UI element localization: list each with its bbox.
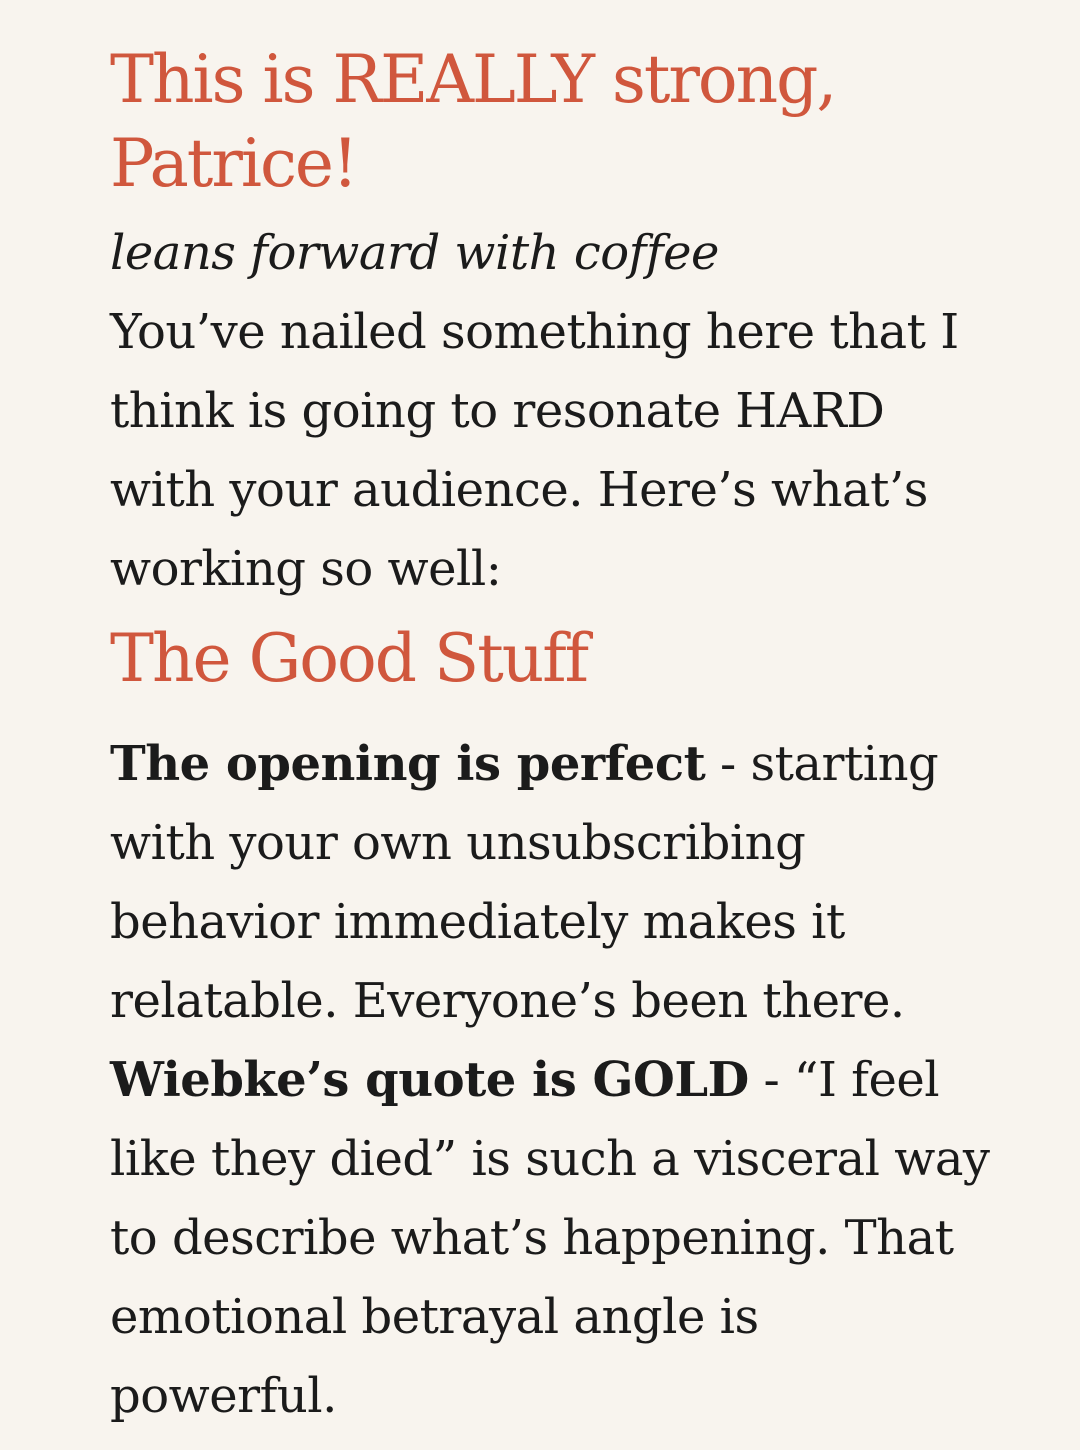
point-text: - starting with your own unsubscribing behavior immediately makes it relatable. Everyone’s been there. [110, 736, 939, 1029]
section-heading: The Good Stuff [110, 620, 588, 697]
point-bold-label: Wiebke’s quote is GOLD [110, 1052, 749, 1108]
point-bold-label: The opening is perfect [110, 736, 706, 792]
point-paragraph [110, 725, 990, 1041]
message-title: This is REALLY strong, Patrice! [110, 41, 836, 202]
message-content [110, 38, 990, 1436]
point-text: - “I feel like they died” is such a visceral way to describe what’s happening. That emotional betrayal angle is powerful. [110, 1052, 990, 1424]
action-text: leans forward with coffee [110, 225, 719, 281]
intro-paragraph: You’ve nailed something here that I think is going to resonate HARD with your audience. Here’s what’s working so well: [110, 304, 959, 597]
point-paragraph [110, 1041, 990, 1436]
